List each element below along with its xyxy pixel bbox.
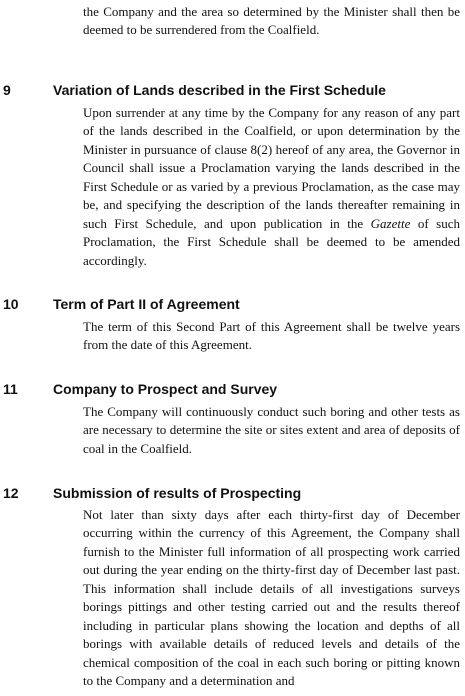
section-9-title: Variation of Lands described in the First Schedule <box>53 82 386 98</box>
continuation-text: the Company and the area so determined by the Minister shall then be deemed to be surrendered from the Coalfield. <box>83 4 460 38</box>
section-12-title: Submission of results of Prospecting <box>53 485 302 501</box>
section-12-number: 12 <box>3 485 19 501</box>
section-11-body: The Company will continuously conduct such boring and other tests as are necessary to determine the site or sites extent and area of deposits of coal in the Coalfield. <box>83 404 460 456</box>
section-11-number: 11 <box>3 381 18 397</box>
section-12-body: Not later than sixty days after each thirty-first day of December occurring within the currency of this Agreement, the Company shall furnish to the Minister full information of all prospecting work carried out during the year ending on the thirty-first day of December last past. This information shall include details of all investigations surveys borings pittings and other testing carried out and the results thereof including in particular plans showing the location and depths of all borings with available details of reduced levels and details of the chemical composition of the coal in each such boring or pitting known to the Company and a determination and <box>83 507 460 689</box>
section-9-heading <box>0 80 465 100</box>
section-9-number: 9 <box>3 82 11 98</box>
section-9-body-text-2: of such Proclamation, the First Schedule shall be deemed to be amended accordingly. <box>83 215 460 268</box>
gazette-italic: Gazette <box>370 215 411 231</box>
section-10-body: The term of this Second Part of this Agreement shall be twelve years from the date of this Agreement. <box>83 319 460 353</box>
section-10-number: 10 <box>3 296 19 312</box>
section-9-body-text-1: Upon surrender at any time by the Company for any reason of any part of the lands described in the Coalfield, or upon determination by the Minister in pursuance of clause 8(2) hereof of any area, the Governor in Council shall issue a Proclamation varying the lands described in the First Schedule or as varied by a previous Proclamation, as the case may be, and specifying the description of the lands thereafter remaining in such First Schedule, and upon publication in the <box>83 105 460 231</box>
section-9-body <box>83 104 460 270</box>
section-10-heading <box>0 294 465 314</box>
section-12-heading <box>0 483 465 503</box>
section-11-heading <box>0 379 465 399</box>
section-10-title: Term of Part II of Agreement <box>53 296 240 312</box>
section-11-title: Company to Prospect and Survey <box>53 381 278 397</box>
continuation-paragraph <box>83 3 460 40</box>
